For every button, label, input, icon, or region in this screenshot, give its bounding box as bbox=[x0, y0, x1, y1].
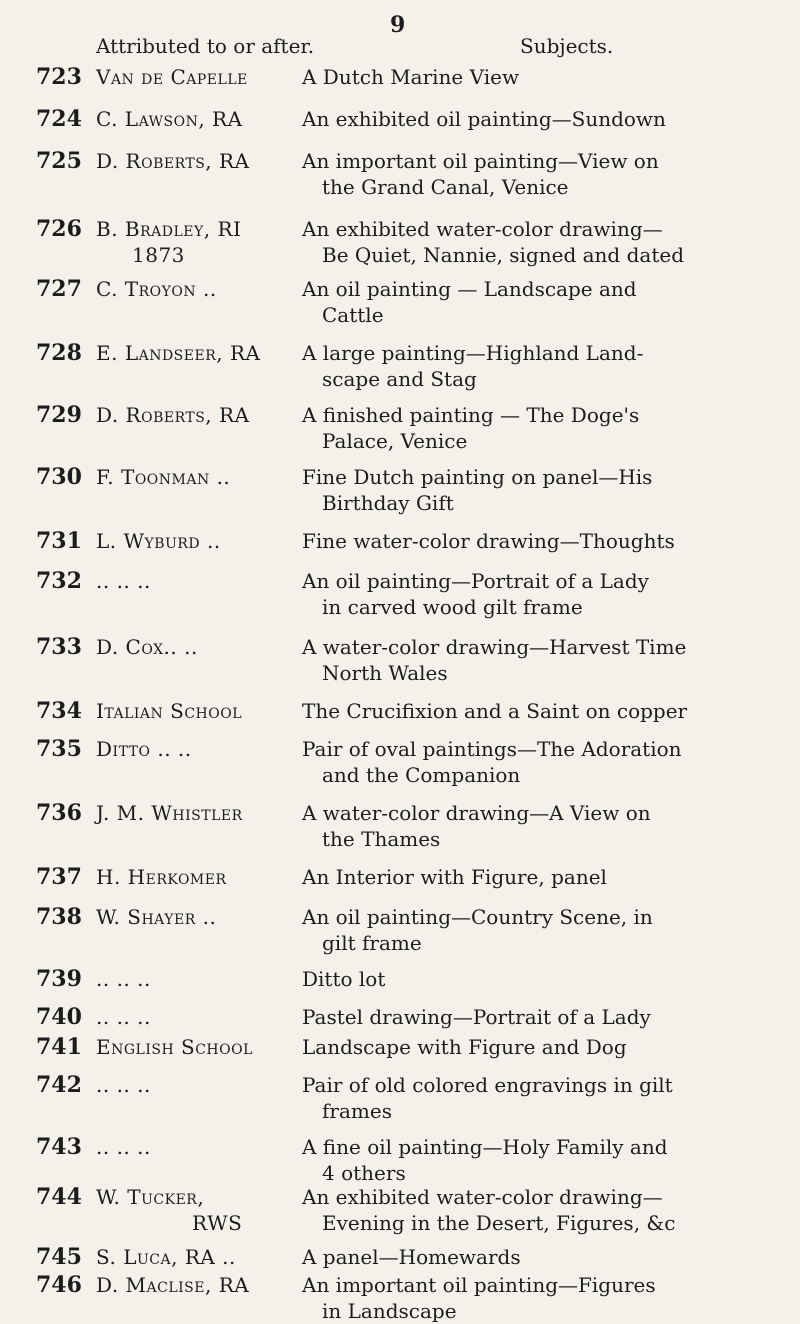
artist-name: W. Tucker, RWS bbox=[96, 1184, 296, 1236]
subject-text: A water-color drawing—A View on the Thames bbox=[302, 800, 742, 852]
subject-text: A panel—Homewards bbox=[302, 1245, 521, 1269]
subject-text: A fine oil painting—Holy Family and 4 others bbox=[302, 1134, 742, 1186]
artist-name: C. Troyon .. bbox=[96, 277, 217, 301]
lot-number: 741 bbox=[36, 1034, 82, 1060]
subject-continuation: the Grand Canal, Venice bbox=[322, 175, 569, 199]
artist-name: L. Wyburd .. bbox=[96, 529, 221, 553]
artist-year: 1873 bbox=[132, 243, 185, 267]
subject-text: Landscape with Figure and Dog bbox=[302, 1035, 627, 1059]
lot-number: 743 bbox=[36, 1134, 82, 1160]
subject-text: An important oil painting—View on the Grand Canal, Venice bbox=[302, 148, 742, 200]
artist-name: J. M. Whistler bbox=[96, 801, 243, 825]
lot-number: 728 bbox=[36, 340, 82, 366]
subject-continuation: Birthday Gift bbox=[322, 491, 454, 515]
subject-continuation: Palace, Venice bbox=[322, 429, 468, 453]
artist-name: .. .. .. bbox=[96, 967, 151, 991]
subject-continuation: Cattle bbox=[322, 303, 384, 327]
artist-name: Italian School bbox=[96, 699, 243, 723]
artist-name: S. Luca, RA .. bbox=[96, 1245, 236, 1269]
artist-name: English School bbox=[96, 1035, 253, 1059]
subject-text: A water-color drawing—Harvest Time North Wales bbox=[302, 634, 742, 686]
lot-number: 739 bbox=[36, 966, 82, 992]
lot-number: 742 bbox=[36, 1072, 82, 1098]
lot-number: 730 bbox=[36, 464, 82, 490]
artist-name: F. Toonman .. bbox=[96, 465, 231, 489]
subject-continuation: and the Companion bbox=[322, 763, 521, 787]
subject-continuation: the Thames bbox=[322, 827, 441, 851]
lot-number: 745 bbox=[36, 1244, 82, 1270]
subject-text: A finished painting — The Doge's Palace, Venice bbox=[302, 402, 742, 454]
lot-number: 731 bbox=[36, 528, 82, 554]
artist-suffix: RWS bbox=[192, 1211, 243, 1235]
subject-text: A Dutch Marine View bbox=[302, 65, 520, 89]
lot-number: 732 bbox=[36, 568, 82, 594]
subject-continuation: North Wales bbox=[322, 661, 448, 685]
column-header-attributed: Attributed to or after. bbox=[96, 34, 315, 58]
artist-name: W. Shayer .. bbox=[96, 905, 217, 929]
subject-continuation: in carved wood gilt frame bbox=[322, 595, 583, 619]
subject-text: Fine water-color drawing—Thoughts bbox=[302, 529, 675, 553]
subject-continuation: scape and Stag bbox=[322, 367, 477, 391]
lot-number: 734 bbox=[36, 698, 82, 724]
subject-continuation: gilt frame bbox=[322, 931, 422, 955]
subject-text: An oil painting — Landscape and Cattle bbox=[302, 276, 742, 328]
lot-number: 735 bbox=[36, 736, 82, 762]
page-number: 9 bbox=[390, 12, 406, 38]
lot-number: 740 bbox=[36, 1004, 82, 1030]
lot-number: 733 bbox=[36, 634, 82, 660]
artist-name: .. .. .. bbox=[96, 1005, 151, 1029]
lot-number: 738 bbox=[36, 904, 82, 930]
subject-text: Ditto lot bbox=[302, 967, 386, 991]
subject-text: An exhibited oil painting—Sundown bbox=[302, 107, 666, 131]
lot-number: 746 bbox=[36, 1272, 82, 1298]
lot-number: 724 bbox=[36, 106, 82, 132]
subject-text: The Crucifixion and a Saint on copper bbox=[302, 699, 688, 723]
subject-text: An exhibited water-color drawing— Evening in the Desert, Figures, &c bbox=[302, 1184, 742, 1236]
subject-continuation: frames bbox=[322, 1099, 392, 1123]
subject-text: Pair of old colored engravings in gilt frames bbox=[302, 1072, 742, 1124]
subject-text: An exhibited water-color drawing— Be Quiet, Nannie, signed and dated bbox=[302, 216, 742, 268]
subject-text: An important oil painting—Figures in Landscape bbox=[302, 1272, 742, 1324]
subject-continuation: 4 others bbox=[322, 1161, 406, 1185]
subject-text: Fine Dutch painting on panel—His Birthday Gift bbox=[302, 464, 742, 516]
subject-text: An oil painting—Country Scene, in gilt frame bbox=[302, 904, 742, 956]
artist-name: Van de Capelle bbox=[96, 65, 248, 89]
artist-name: .. .. .. bbox=[96, 569, 151, 593]
subject-continuation: in Landscape bbox=[322, 1299, 457, 1323]
subject-continuation: Evening in the Desert, Figures, &c bbox=[322, 1211, 676, 1235]
artist-name: .. .. .. bbox=[96, 1135, 151, 1159]
artist-name: D. Roberts, RA bbox=[96, 149, 250, 173]
artist-name: B. Bradley, RI 1873 bbox=[96, 216, 296, 268]
lot-number: 726 bbox=[36, 216, 82, 242]
subject-text: An Interior with Figure, panel bbox=[302, 865, 607, 889]
column-header-subjects: Subjects. bbox=[520, 34, 614, 58]
artist-name: E. Landseer, RA bbox=[96, 341, 261, 365]
lot-number: 744 bbox=[36, 1184, 82, 1210]
subject-text: An oil painting—Portrait of a Lady in carved wood gilt frame bbox=[302, 568, 742, 620]
lot-number: 729 bbox=[36, 402, 82, 428]
lot-number: 725 bbox=[36, 148, 82, 174]
subject-text: Pastel drawing—Portrait of a Lady bbox=[302, 1005, 651, 1029]
subject-continuation: Be Quiet, Nannie, signed and dated bbox=[322, 243, 684, 267]
subject-text: A large painting—Highland Land- scape and Stag bbox=[302, 340, 742, 392]
lot-number: 727 bbox=[36, 276, 82, 302]
lot-number: 737 bbox=[36, 864, 82, 890]
lot-number: 723 bbox=[36, 64, 82, 90]
artist-name: Ditto .. .. bbox=[96, 737, 192, 761]
artist-name: D. Roberts, RA bbox=[96, 403, 250, 427]
artist-name: C. Lawson, RA bbox=[96, 107, 243, 131]
artist-name: D. Cox.. .. bbox=[96, 635, 198, 659]
artist-name: H. Herkomer bbox=[96, 865, 227, 889]
artist-name: D. Maclise, RA bbox=[96, 1273, 250, 1297]
artist-name: .. .. .. bbox=[96, 1073, 151, 1097]
lot-number: 736 bbox=[36, 800, 82, 826]
subject-text: Pair of oval paintings—The Adoration and the Companion bbox=[302, 736, 742, 788]
